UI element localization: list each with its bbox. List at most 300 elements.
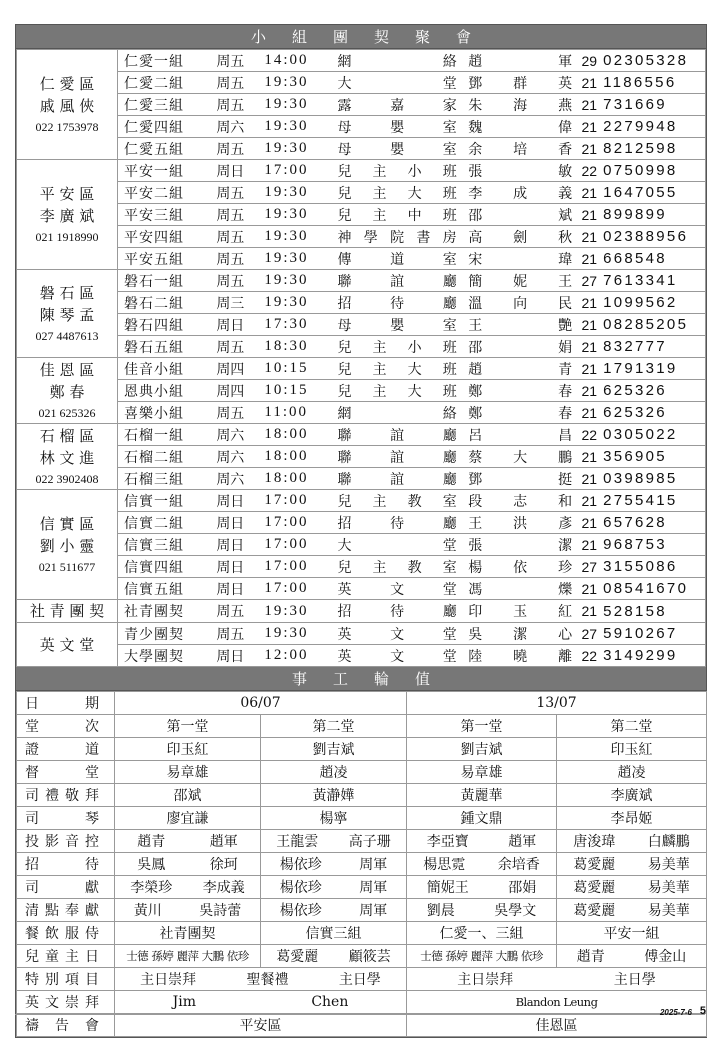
- phone-number: 1099562: [603, 294, 678, 311]
- group-place: 兒 主 大 班: [337, 185, 457, 202]
- phone-number: 1791319: [603, 360, 678, 377]
- group-day: 周日: [216, 648, 245, 665]
- group-time: 19:30: [264, 602, 309, 619]
- area-leader: 林 文 進: [39, 448, 95, 467]
- duty-cell: 楊依珍 周軍: [261, 876, 407, 899]
- group-day: 周五: [216, 405, 245, 422]
- group-cell: [118, 204, 706, 226]
- phone-number: 625326: [603, 382, 667, 399]
- footer-date: 2025-7-6: [659, 1008, 692, 1017]
- phone-code: 21: [581, 580, 598, 597]
- group-place: 兒 主 中 班: [337, 207, 457, 224]
- group-cell: [118, 534, 706, 556]
- group-cell: [118, 468, 706, 490]
- group-leader: 宋 瑋: [468, 251, 573, 268]
- duty-label: 司 禮 敬 拜: [17, 784, 115, 807]
- phone-code: 21: [581, 206, 598, 223]
- phone-code: 22: [581, 426, 598, 443]
- duty-cell: 劉吉斌: [407, 738, 557, 761]
- group-place: 招 待 廳: [337, 604, 457, 620]
- group-row: [17, 204, 706, 226]
- group-place: 英 文 堂: [337, 626, 457, 643]
- group-row: [17, 336, 706, 358]
- group-time: 17:00: [264, 162, 309, 178]
- phone-number: 356905: [603, 448, 667, 465]
- group-cell: [118, 116, 706, 138]
- area-name: 英 文 堂: [39, 635, 95, 654]
- phone-number: 8212598: [603, 140, 678, 157]
- group-time: 19:30: [264, 625, 309, 641]
- phone-code: 27: [581, 625, 598, 642]
- area-cell: [17, 270, 118, 358]
- group-leader: 楊 依 珍: [468, 559, 573, 576]
- group-leader: 鄭 春: [468, 383, 573, 400]
- group-leader: 李 成 義: [468, 185, 573, 202]
- area-phone: 021 1918990: [35, 229, 99, 244]
- group-day: 周五: [216, 229, 245, 246]
- group-day: 周五: [216, 75, 245, 92]
- phone-code: 21: [581, 184, 598, 201]
- duty-label: 投 影 音 控: [17, 830, 115, 853]
- phone-code: 21: [581, 514, 598, 531]
- duty-date: 06/07: [115, 692, 407, 715]
- group-name: 平安五組: [124, 251, 184, 268]
- group-leader: 溫 向 民: [468, 295, 573, 312]
- duty-label: 清 點 奉 獻: [17, 899, 115, 922]
- group-time: 10:15: [264, 382, 309, 398]
- phone-number: 3155086: [603, 558, 678, 575]
- group-day: 周五: [216, 339, 245, 356]
- duty-row: [17, 991, 707, 1014]
- group-cell: [118, 292, 706, 314]
- duty-date-row: [17, 692, 707, 715]
- group-day: 周五: [216, 185, 245, 202]
- phone-number: 625326: [603, 404, 667, 421]
- group-leader: 鄧 挺: [468, 471, 573, 488]
- area-leader: 李 廣 斌: [39, 206, 95, 225]
- group-leader: 余 培 香: [468, 141, 573, 158]
- duty-cell: 劉晨 吳學文: [407, 899, 557, 922]
- group-time: 18:00: [264, 470, 309, 486]
- duty-cell: 吳鳳 徐珂: [115, 853, 261, 876]
- phone-number: 832777: [603, 338, 667, 355]
- fellowship-title: 小組團契聚會: [16, 25, 706, 49]
- phone-number: 7613341: [603, 272, 678, 289]
- area-leader: 陳 琴 孟: [39, 305, 95, 324]
- group-day: 周日: [216, 559, 245, 576]
- duty-cell: 黃瀞嬅: [261, 784, 407, 807]
- group-name: 平安四組: [124, 229, 184, 246]
- area-leader: 劉 小 靈: [39, 536, 95, 555]
- group-place: 母 嬰 室: [337, 119, 457, 136]
- group-time: 17:00: [264, 580, 309, 596]
- group-cell: [118, 270, 706, 292]
- group-day: 周五: [216, 53, 245, 70]
- group-time: 18:30: [264, 338, 309, 354]
- group-place: 兒 主 小 班: [337, 163, 457, 180]
- duty-date: 13/07: [407, 692, 707, 715]
- group-name: 喜樂小組: [124, 405, 184, 422]
- group-day: 周三: [216, 295, 245, 312]
- area-name: 仁 愛 區: [39, 74, 95, 93]
- duty-row: [17, 715, 707, 738]
- duty-row: [17, 784, 707, 807]
- duty-cell: Jim Chen: [115, 991, 407, 1014]
- duty-cell: 易章雄: [407, 761, 557, 784]
- area-leader: 鄭 春: [49, 382, 85, 401]
- phone-code: 27: [581, 558, 598, 575]
- duty-label: 英 文 崇 拜: [17, 991, 115, 1014]
- group-place: 聯 誼 廳: [337, 449, 457, 466]
- group-cell: [118, 600, 706, 623]
- phone-number: 3149299: [603, 647, 678, 664]
- group-place: 兒 主 大 班: [337, 361, 457, 378]
- phone-code: 21: [581, 338, 598, 355]
- duty-cell: 士德 孫婷 麗萍 大鵬 依珍: [115, 945, 261, 968]
- group-leader: 張 敏: [468, 163, 573, 180]
- group-day: 周六: [216, 427, 245, 444]
- phone-number: 1647055: [603, 184, 678, 201]
- group-leader: 邵 娟: [468, 339, 573, 356]
- duty-cell: 社青團契: [115, 922, 261, 945]
- phone-code: 21: [581, 250, 598, 267]
- group-row: [17, 182, 706, 204]
- duty-cell: 李廣斌: [557, 784, 707, 807]
- group-time: 14:00: [264, 52, 309, 68]
- duty-label: 司 獻: [17, 876, 115, 899]
- group-day: 周五: [216, 626, 245, 643]
- group-time: 17:00: [264, 492, 309, 508]
- group-leader: 呂 昌: [468, 427, 573, 444]
- group-row: [17, 623, 706, 645]
- group-cell: [118, 182, 706, 204]
- group-time: 11:00: [264, 404, 309, 420]
- phone-number: 1186556: [603, 74, 677, 91]
- group-time: 19:30: [264, 206, 309, 222]
- duty-table: [16, 691, 707, 1037]
- group-row: [17, 490, 706, 512]
- group-leader: 王 洪 彥: [468, 515, 573, 532]
- area-name: 石 榴 區: [39, 426, 95, 445]
- duty-label: 禱 告 會: [17, 1014, 115, 1037]
- group-name: 仁愛二組: [124, 75, 184, 92]
- fellowship-table: [16, 49, 706, 667]
- phone-code: 21: [581, 96, 598, 113]
- group-name: 大學團契: [124, 648, 184, 665]
- phone-number: 08541670: [603, 580, 689, 597]
- phone-code: 29: [581, 52, 598, 69]
- group-place: 神 學 院 書 房: [337, 229, 457, 246]
- phone-code: 21: [581, 140, 598, 157]
- group-row: [17, 292, 706, 314]
- group-row: [17, 226, 706, 248]
- phone-code: 22: [581, 647, 598, 664]
- duty-label: 招 待: [17, 853, 115, 876]
- group-leader: 簡 妮 王: [468, 273, 573, 290]
- group-cell: [118, 645, 706, 667]
- duty-cell: 王龍雲 高子珊: [261, 830, 407, 853]
- group-cell: [118, 314, 706, 336]
- group-place: 網 絡: [337, 405, 457, 422]
- area-name: 社 青 團 契: [29, 602, 105, 620]
- group-row: [17, 270, 706, 292]
- phone-number: 02305328: [603, 52, 689, 69]
- area-cell: [17, 424, 118, 490]
- duty-cell: 趙凌: [557, 761, 707, 784]
- group-leader: 邵 斌: [468, 207, 573, 224]
- group-name: 平安一組: [124, 163, 184, 180]
- group-place: 傳 道 室: [337, 251, 457, 268]
- duty-cell: 黃麗華: [407, 784, 557, 807]
- duty-label: 兒 童 主 日: [17, 945, 115, 968]
- group-leader: 趙 青: [468, 361, 573, 378]
- duty-cell: 葛愛麗 易美華: [557, 876, 707, 899]
- phone-number: 968753: [603, 536, 667, 553]
- area-leader: 戚 風 俠: [39, 96, 95, 115]
- group-row: [17, 72, 706, 94]
- phone-code: 21: [581, 118, 598, 135]
- group-name: 石榴三組: [124, 471, 184, 488]
- group-cell: [118, 380, 706, 402]
- group-place: 兒 主 教 室: [337, 493, 457, 510]
- group-row: [17, 556, 706, 578]
- group-row: [17, 468, 706, 490]
- group-leader: 張 潔: [468, 537, 573, 554]
- duty-cell: 葛愛麗 易美華: [557, 899, 707, 922]
- duty-row: [17, 922, 707, 945]
- group-leader: 趙 軍: [468, 53, 573, 70]
- group-leader: 馮 爍: [468, 581, 573, 598]
- group-place: 兒 主 大 班: [337, 383, 457, 400]
- group-row: [17, 600, 706, 623]
- phone-number: 02388956: [603, 228, 689, 245]
- group-day: 周四: [216, 383, 245, 400]
- phone-code: 21: [581, 294, 598, 311]
- group-day: 周五: [216, 97, 245, 114]
- duty-cell: 第一堂: [115, 715, 261, 738]
- group-name: 青少團契: [124, 626, 184, 643]
- duty-row: [17, 945, 707, 968]
- group-name: 社青團契: [124, 604, 184, 620]
- group-row: [17, 160, 706, 182]
- group-day: 周日: [216, 163, 245, 180]
- duty-row: [17, 738, 707, 761]
- area-name: 佳 恩 區: [39, 360, 95, 379]
- group-time: 19:30: [264, 228, 309, 244]
- group-place: 網 絡: [337, 53, 457, 70]
- group-day: 周日: [216, 537, 245, 554]
- group-day: 周六: [216, 119, 245, 136]
- group-row: [17, 248, 706, 270]
- group-day: 周六: [216, 449, 245, 466]
- group-time: 18:00: [264, 426, 309, 442]
- group-row: [17, 358, 706, 380]
- group-cell: [118, 50, 706, 72]
- group-place: 聯 誼 廳: [337, 273, 457, 290]
- group-time: 19:30: [264, 118, 309, 134]
- group-name: 平安三組: [124, 207, 184, 224]
- group-place: 聯 誼 廳: [337, 471, 457, 488]
- duty-row: [17, 899, 707, 922]
- duty-cell: 楊依珍 周軍: [261, 853, 407, 876]
- duty-row: [17, 807, 707, 830]
- group-cell: [118, 578, 706, 600]
- duty-cell: 邵斌: [115, 784, 261, 807]
- phone-number: 528158: [603, 602, 667, 620]
- duty-cell: 士德 孫婷 麗萍 大鵬 依珍: [407, 945, 557, 968]
- group-day: 周日: [216, 515, 245, 532]
- page-number: 5: [699, 1005, 706, 1017]
- group-place: 露 嘉 家: [337, 97, 457, 114]
- duty-label: 證 道: [17, 738, 115, 761]
- phone-code: 21: [581, 536, 598, 553]
- group-leader: 鄧 群 英: [468, 75, 573, 92]
- group-cell: [118, 490, 706, 512]
- group-day: 周日: [216, 317, 245, 334]
- area-cell: [17, 600, 118, 623]
- duty-cell: 印玉紅: [115, 738, 261, 761]
- phone-code: 21: [581, 603, 598, 619]
- group-leader: 高 劍 秋: [468, 229, 573, 246]
- group-day: 周五: [216, 251, 245, 268]
- duty-cell: 李昂姬: [557, 807, 707, 830]
- group-name: 仁愛四組: [124, 119, 184, 136]
- phone-number: 5910267: [603, 625, 678, 642]
- phone-code: 22: [581, 162, 598, 179]
- duty-cell: 平安一組: [557, 922, 707, 945]
- group-row: [17, 380, 706, 402]
- area-phone: 027 4487613: [35, 328, 99, 343]
- group-time: 17:00: [264, 558, 309, 574]
- group-cell: [118, 512, 706, 534]
- duty-cell: 佳恩區: [407, 1014, 707, 1037]
- duty-cell: 楊思霓 余培香: [407, 853, 557, 876]
- group-row: [17, 94, 706, 116]
- group-day: 周四: [216, 361, 245, 378]
- group-leader: 朱 海 燕: [468, 97, 573, 114]
- group-leader: 印 玉 紅: [468, 604, 573, 620]
- duty-row: [17, 853, 707, 876]
- duty-cell: 楊寧: [261, 807, 407, 830]
- phone-number: 731669: [603, 96, 667, 113]
- phone-number: 0305022: [603, 426, 678, 443]
- group-place: 英 文 堂: [337, 581, 457, 598]
- group-name: 石榴二組: [124, 449, 184, 466]
- group-name: 仁愛一組: [124, 53, 184, 70]
- duty-cell: 第二堂: [557, 715, 707, 738]
- group-time: 19:30: [264, 140, 309, 156]
- phone-number: 0398985: [603, 470, 678, 487]
- phone-number: 08285205: [603, 316, 689, 333]
- group-day: 周五: [216, 141, 245, 158]
- group-cell: [118, 248, 706, 270]
- group-name: 信實二組: [124, 515, 184, 532]
- group-place: 母 嬰 室: [337, 141, 457, 158]
- group-row: [17, 578, 706, 600]
- group-time: 17:30: [264, 316, 309, 332]
- duty-cell: 平安區: [115, 1014, 407, 1037]
- phone-code: 21: [581, 448, 598, 465]
- group-cell: [118, 72, 706, 94]
- area-phone: 022 1753978: [35, 119, 99, 134]
- group-name: 佳音小組: [124, 361, 184, 378]
- duty-cell: 鍾文鼎: [407, 807, 557, 830]
- group-time: 10:15: [264, 360, 309, 376]
- duty-label: 督 堂: [17, 761, 115, 784]
- group-leader: 陸 曉 離: [468, 648, 573, 665]
- group-row: [17, 402, 706, 424]
- duty-cell: 第一堂: [407, 715, 557, 738]
- phone-number: 657628: [603, 514, 667, 531]
- duty-label: 特 別 項 目: [17, 968, 115, 991]
- area-name: 磐 石 區: [39, 283, 95, 302]
- group-name: 信實四組: [124, 559, 184, 576]
- group-row: [17, 314, 706, 336]
- group-cell: [118, 623, 706, 645]
- duty-cell: 楊依珍 周軍: [261, 899, 407, 922]
- duty-cell: 信實三組: [261, 922, 407, 945]
- group-name: 磐石五組: [124, 339, 184, 356]
- group-row: [17, 534, 706, 556]
- group-time: 17:00: [264, 514, 309, 530]
- group-leader: 段 志 和: [468, 493, 573, 510]
- group-cell: [118, 358, 706, 380]
- phone-code: 27: [581, 272, 598, 289]
- duty-label: 餐 飲 服 侍: [17, 922, 115, 945]
- phone-code: 21: [581, 382, 598, 399]
- area-cell: [17, 623, 118, 667]
- duty-label: 司 琴: [17, 807, 115, 830]
- group-day: 周五: [216, 604, 245, 620]
- group-name: 仁愛三組: [124, 97, 184, 114]
- group-cell: [118, 336, 706, 358]
- duty-label: 日 期: [17, 692, 115, 715]
- duty-cell: 葛愛麗 易美華: [557, 853, 707, 876]
- duty-cell: 第二堂: [261, 715, 407, 738]
- group-day: 周五: [216, 273, 245, 290]
- group-place: 大 堂: [337, 537, 457, 554]
- group-leader: 吳 潔 心: [468, 626, 573, 643]
- phone-code: 21: [581, 74, 598, 91]
- group-day: 周日: [216, 581, 245, 598]
- group-time: 19:30: [264, 96, 309, 112]
- group-name: 信實一組: [124, 493, 184, 510]
- group-row: [17, 116, 706, 138]
- area-cell: [17, 160, 118, 270]
- duty-cell: 劉吉斌: [261, 738, 407, 761]
- group-name: 恩典小組: [124, 383, 184, 400]
- group-place: 招 待 廳: [337, 515, 457, 532]
- phone-code: 21: [581, 228, 598, 245]
- area-cell: [17, 358, 118, 424]
- duty-cell: 易章雄: [115, 761, 261, 784]
- group-time: 17:00: [264, 536, 309, 552]
- duty-cell: 唐浚瑋 白麟鵬: [557, 830, 707, 853]
- phone-number: 899899: [603, 206, 667, 223]
- duty-cell: 仁愛一、三組: [407, 922, 557, 945]
- duty-cell: 印玉紅: [557, 738, 707, 761]
- duty-cell: 趙凌: [261, 761, 407, 784]
- duty-title: 事工輪值: [16, 667, 706, 691]
- group-time: 12:00: [264, 647, 309, 663]
- group-row: [17, 424, 706, 446]
- group-time: 19:30: [264, 294, 309, 310]
- group-place: 大 堂: [337, 75, 457, 92]
- group-place: 母 嬰 室: [337, 317, 457, 334]
- group-row: [17, 50, 706, 72]
- group-day: 周五: [216, 207, 245, 224]
- group-place: 兒 主 教 室: [337, 559, 457, 576]
